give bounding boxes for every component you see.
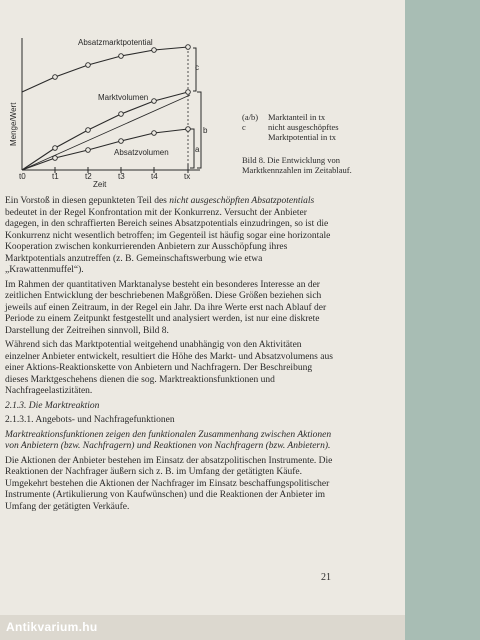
point xyxy=(186,45,191,50)
point xyxy=(119,112,124,117)
point xyxy=(186,127,191,132)
absatzvolumen-label: Absatzvolumen xyxy=(114,148,169,157)
point xyxy=(119,139,124,144)
point xyxy=(86,128,91,133)
point xyxy=(86,63,91,68)
figure-legend xyxy=(242,112,392,142)
y-axis-label: Menge/Wert xyxy=(9,102,18,146)
bracket-b-label: b xyxy=(203,126,208,135)
point xyxy=(86,148,91,153)
x-axis-label: Zeit xyxy=(93,180,107,189)
paragraph xyxy=(5,196,336,277)
paragraph: Die Aktionen der Anbieter bestehen im Einsatz der absatzpolitischen Instrumente. Die Reaktionen der Nachfrager äußern sich z. B. im Umfang der getätigten Käufe. Umgekehrt bestehen die Aktionen der Nachfrager im Einsatz beschaffungspolitischer Instrumente (Artikulierung von Kaufwünschen) und die Reaktionen der Anbieter im Umfang der getätigten Verkäufe. xyxy=(5,455,333,512)
tick-label: tx xyxy=(184,172,191,181)
body-text xyxy=(5,196,336,516)
point xyxy=(53,146,58,151)
bracket-c-label: c xyxy=(195,63,199,72)
paragraph: Im Rahmen der quantitativen Marktanalyse besteht ein besonderes Interesse an der zeitlichen Entwicklung der beschriebenen Maßgrößen. Diese Größen beziehen sich jeweils auf einen Zeitraum, in der Regel ein Jahr. Da ihre Werte erst nach Ablauf der Periode zu einem Zeitpunkt festgestellt und analysiert werden, ist nur eine diskrete Darstellung der Zeitreihen sinnvoll, Bild 8. xyxy=(5,279,327,336)
paragraph: Während sich das Marktpotential weitgehend unabhängig von den Aktivitäten einzelner Anbieter entwickelt, resultiert die Höhe des Markt- und Absatzvolumens aus einer Aktions-Reaktionskette von Anbietern und Nachfragern. Der Beschreibung dieses Marktgeschehens dienen die sog. Marktreaktionsfunktionen und Nachfrageelastizitäten. xyxy=(5,340,333,396)
legend-text: Marktanteil in tx xyxy=(268,112,326,122)
absatzmarktpotential-curve xyxy=(22,47,188,92)
tick-label: t2 xyxy=(85,172,92,181)
figure-caption: Bild 8. Die Entwicklung von Marktkennzahlen im Zeitablauf. xyxy=(242,155,352,175)
paragraph-text: bedeutet in der Regel Konfrontation mit der Konkurrenz. Versucht der Anbieter dagegen, in den schraffierten Bereich seines Absatzpotentials einzudringen, so ist die Konkurrenz nicht wesentlich betroffen; im Gegenteil ist häufig sogar eine horizontale Kooperation zwischen konkurrierenden Anbietern zur Ausschöpfung ihres Marktpotentials anzutreffen (z. B. Gemeinschaftswerbung wie etwa „Krawattenmuffel“). xyxy=(5,207,331,275)
diagonal-line xyxy=(22,95,190,170)
section-heading: 2.1.3. Die Marktreaktion xyxy=(5,400,100,411)
legend-key xyxy=(242,132,268,142)
legend-key: (a/b) xyxy=(242,112,259,122)
page-number: 21 xyxy=(321,572,331,583)
bracket-b xyxy=(197,92,201,168)
point xyxy=(186,90,191,95)
tick-label: t1 xyxy=(52,172,59,181)
point xyxy=(53,75,58,80)
point xyxy=(152,99,157,104)
point xyxy=(119,54,124,59)
point xyxy=(152,131,157,136)
background-strip xyxy=(405,0,480,640)
paragraph-text: Ein Vorstoß in diesen gepunkteten Teil des xyxy=(5,196,170,206)
bracket-a-label: a xyxy=(195,145,200,154)
tick-label: t0 xyxy=(19,172,26,181)
tick-label: t4 xyxy=(151,172,158,181)
legend-text: Marktpotential in tx xyxy=(268,132,336,142)
absatzmarktpotential-label: Absatzmarktpotential xyxy=(78,38,153,47)
marktvolumen-label: Marktvolumen xyxy=(98,93,149,102)
legend-key: c xyxy=(242,122,246,132)
watermark: Antikvarium.hu xyxy=(6,620,98,634)
definition-paragraph: Marktreaktionsfunktionen zeigen den funktionalen Zusammenhang zwischen Aktionen von Anbietern (bzw. Nachfragern) und Reaktionen von Nachfragern (bzw. Anbietern). xyxy=(5,429,332,451)
legend-text: nicht ausgeschöpftes xyxy=(268,122,339,132)
tick-label: t3 xyxy=(118,172,125,181)
point xyxy=(152,48,157,53)
marktvolumen-curve xyxy=(22,92,188,170)
emphasis-text: nicht ausgeschöpften Absatzpotentials xyxy=(169,196,315,206)
bracket-a xyxy=(190,129,194,168)
subsection-heading: 2.1.3.1. Angebots- und Nachfragefunktionen xyxy=(5,415,175,425)
point xyxy=(53,156,58,161)
